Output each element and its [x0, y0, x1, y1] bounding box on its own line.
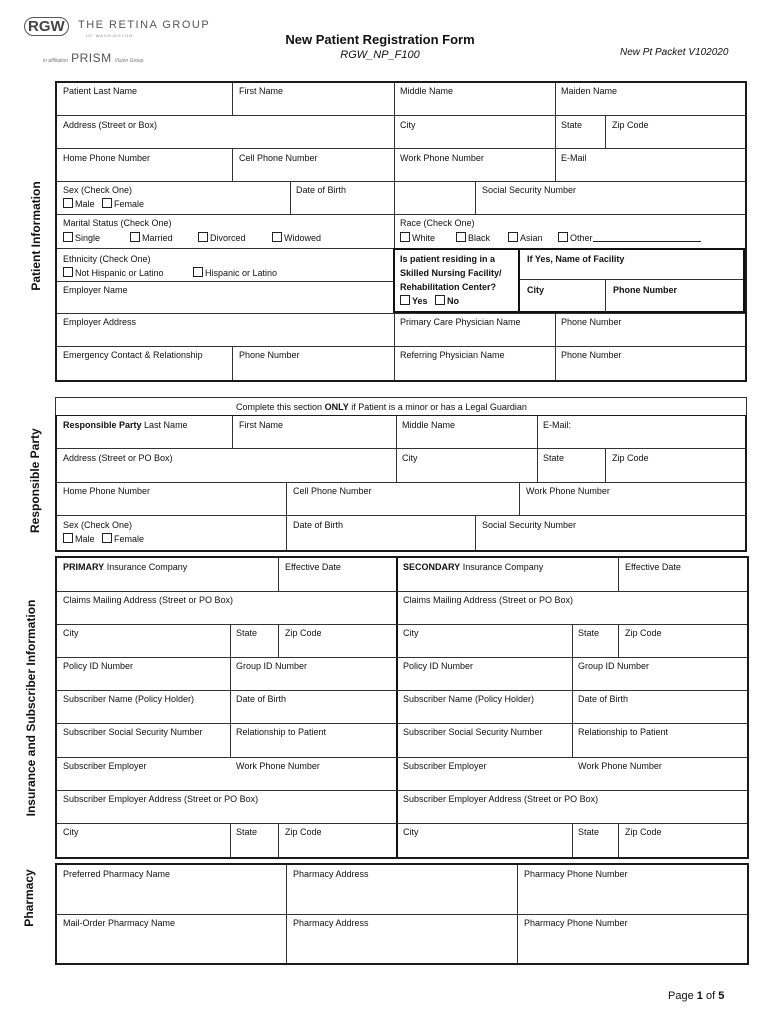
marital-widowed-checkbox[interactable]	[272, 232, 282, 242]
section-label-patient: Patient Information	[29, 181, 43, 291]
race-white: White	[400, 231, 435, 245]
section-label-pharmacy: Pharmacy	[22, 869, 36, 927]
responsible-first-name-label: First Name	[239, 420, 284, 430]
facility-phone-label: Phone Number	[613, 285, 678, 295]
primary-group-id-label: Group ID Number	[236, 661, 308, 671]
primary-employer-city-label: City	[63, 827, 79, 837]
sex-female-checkbox[interactable]	[102, 198, 112, 208]
responsible-zip-label: Zip Code	[612, 453, 649, 463]
employer-address-label: Employer Address	[63, 317, 137, 327]
marital-single: Single	[63, 231, 100, 245]
race-other-blank[interactable]	[593, 233, 701, 242]
secondary-claims-address-label: Claims Mailing Address (Street or PO Box)	[403, 595, 574, 605]
page-indicator: Page 1 of 5	[668, 990, 725, 1002]
secondary-group-id-label: Group ID Number	[578, 661, 650, 671]
form-code: RGW_NP_F100	[340, 49, 420, 61]
responsible-middle-name-label: Middle Name	[402, 420, 456, 430]
responsible-ssn-label: Social Security Number	[482, 520, 577, 530]
patient-email-label: E-Mail	[561, 153, 587, 163]
responsible-home-phone-label: Home Phone Number	[63, 486, 151, 496]
primary-zip-label: Zip Code	[285, 628, 322, 638]
retina-group-tagline: OF WASHINGTON	[86, 33, 133, 38]
responsible-dob-label: Date of Birth	[293, 520, 344, 530]
mail-order-pharmacy-address-label: Pharmacy Address	[293, 918, 369, 928]
sex-male-checkbox[interactable]	[63, 198, 73, 208]
mail-order-pharmacy-phone-label: Pharmacy Phone Number	[524, 918, 628, 928]
responsible-address-label: Address (Street or PO Box)	[63, 453, 173, 463]
primary-subscriber-ssn-label: Subscriber Social Security Number	[63, 727, 203, 737]
race-white-checkbox[interactable]	[400, 232, 410, 242]
primary-subscriber-employer-label: Subscriber Employer	[63, 761, 147, 771]
section-label-insurance: Insurance and Subscriber Information	[24, 599, 38, 817]
patient-middle-name-label: Middle Name	[400, 86, 454, 96]
secondary-subscriber-name-label: Subscriber Name (Policy Holder)	[403, 694, 535, 704]
secondary-employer-address-label: Subscriber Employer Address (Street or PO Box)	[403, 794, 599, 804]
pcp-phone-label: Phone Number	[561, 317, 622, 327]
snf-yes-checkbox[interactable]	[400, 295, 410, 305]
patient-last-name-label: Patient Last Name	[63, 86, 138, 96]
marital-divorced-checkbox[interactable]	[198, 232, 208, 242]
facility-name-label: If Yes, Name of Facility	[527, 254, 625, 264]
primary-subscriber-name-label: Subscriber Name (Policy Holder)	[63, 694, 195, 704]
responsible-sex-female-checkbox[interactable]	[102, 533, 112, 543]
mail-order-pharmacy-label: Mail-Order Pharmacy Name	[63, 918, 176, 928]
patient-work-phone-label: Work Phone Number	[400, 153, 484, 163]
preferred-pharmacy-label: Preferred Pharmacy Name	[63, 869, 171, 879]
responsible-sex-options: Male Female	[63, 532, 144, 546]
snf-question-line2: Skilled Nursing Facility/	[400, 268, 502, 278]
secondary-policy-id-label: Policy ID Number	[403, 661, 474, 671]
patient-sex-options: Male Female	[63, 197, 144, 211]
primary-employer-zip-label: Zip Code	[285, 827, 322, 837]
patient-state-label: State	[561, 120, 583, 130]
primary-relationship-label: Relationship to Patient	[236, 727, 327, 737]
facility-city-label: City	[527, 285, 545, 295]
retina-group-logo-text: THE RETINA GROUP	[78, 19, 211, 31]
marital-divorced: Divorced	[198, 231, 246, 245]
responsible-work-phone-label: Work Phone Number	[526, 486, 610, 496]
responsible-state-label: State	[543, 453, 565, 463]
secondary-subscriber-ssn-label: Subscriber Social Security Number	[403, 727, 543, 737]
patient-first-name-label: First Name	[239, 86, 284, 96]
marital-married-checkbox[interactable]	[130, 232, 140, 242]
race-asian-checkbox[interactable]	[508, 232, 518, 242]
pharmacy-phone-label: Pharmacy Phone Number	[524, 869, 628, 879]
race-black-checkbox[interactable]	[456, 232, 466, 242]
secondary-insurance-company-label: SECONDARY Insurance Company	[403, 562, 544, 572]
section-label-responsible: Responsible Party	[28, 428, 42, 533]
secondary-employer-city-label: City	[403, 827, 419, 837]
pcp-name-label: Primary Care Physician Name	[400, 317, 521, 327]
responsible-sex-male-checkbox[interactable]	[63, 533, 73, 543]
responsible-sex-label: Sex (Check One)	[63, 520, 133, 530]
race-other: Other	[558, 231, 701, 245]
patient-employer-label: Employer Name	[63, 285, 128, 295]
ethnicity-not-hispanic: Not Hispanic or Latino	[63, 266, 164, 280]
primary-state-label: State	[236, 628, 258, 638]
marital-single-checkbox[interactable]	[63, 232, 73, 242]
secondary-work-phone-label: Work Phone Number	[578, 761, 662, 771]
secondary-relationship-label: Relationship to Patient	[578, 727, 669, 737]
patient-ethnicity-label: Ethnicity (Check One)	[63, 254, 151, 264]
responsible-email-label: E-Mail:	[543, 420, 572, 430]
secondary-employer-zip-label: Zip Code	[625, 827, 662, 837]
patient-race-label: Race (Check One)	[400, 218, 475, 228]
responsible-note: Complete this section ONLY if Patient is a minor or has a Legal Guardian	[236, 402, 527, 412]
race-black: Black	[456, 231, 490, 245]
patient-zip-label: Zip Code	[612, 120, 649, 130]
pharmacy-address-label: Pharmacy Address	[293, 869, 369, 879]
responsible-last-name-label: Responsible Party Last Name	[63, 420, 188, 430]
primary-subscriber-dob-label: Date of Birth	[236, 694, 287, 704]
marital-widowed: Widowed	[272, 231, 321, 245]
secondary-employer-state-label: State	[578, 827, 600, 837]
patient-city-label: City	[400, 120, 416, 130]
referring-phone-label: Phone Number	[561, 350, 622, 360]
primary-effective-date-label: Effective Date	[285, 562, 341, 572]
secondary-subscriber-employer-label: Subscriber Employer	[403, 761, 487, 771]
ethnicity-hispanic: Hispanic or Latino	[193, 266, 277, 280]
responsible-cell-phone-label: Cell Phone Number	[293, 486, 372, 496]
packet-version: New Pt Packet V102020	[620, 47, 729, 58]
marital-married: Married	[130, 231, 173, 245]
snf-answer-options: Yes No	[400, 294, 459, 308]
primary-claims-address-label: Claims Mailing Address (Street or PO Box)	[63, 595, 234, 605]
responsible-party-grid	[55, 415, 747, 552]
snf-question-line1: Is patient residing in a	[400, 254, 496, 264]
primary-employer-state-label: State	[236, 827, 258, 837]
primary-insurance-company-label: PRIMARY Insurance Company	[63, 562, 188, 572]
race-asian: Asian	[508, 231, 543, 245]
patient-dob-label: Date of Birth	[296, 185, 347, 195]
patient-sex-label: Sex (Check One)	[63, 185, 133, 195]
patient-cell-phone-label: Cell Phone Number	[239, 153, 318, 163]
emergency-contact-label: Emergency Contact & Relationship	[63, 350, 203, 360]
secondary-city-label: City	[403, 628, 419, 638]
patient-marital-label: Marital Status (Check One)	[63, 218, 172, 228]
patient-ssn-label: Social Security Number	[482, 185, 577, 195]
responsible-city-label: City	[402, 453, 418, 463]
secondary-effective-date-label: Effective Date	[625, 562, 681, 572]
secondary-zip-label: Zip Code	[625, 628, 662, 638]
snf-question-line3: Rehabilitation Center?	[400, 282, 497, 292]
ethnicity-hispanic-checkbox[interactable]	[193, 267, 203, 277]
ethnicity-not-hispanic-checkbox[interactable]	[63, 267, 73, 277]
patient-address-label: Address (Street or Box)	[63, 120, 158, 130]
secondary-state-label: State	[578, 628, 600, 638]
prism-logo: in affiliation PRISM Vision Group	[43, 51, 144, 65]
patient-home-phone-label: Home Phone Number	[63, 153, 151, 163]
page-title: New Patient Registration Form	[285, 32, 475, 47]
race-other-checkbox[interactable]	[558, 232, 568, 242]
referring-physician-label: Referring Physician Name	[400, 350, 505, 360]
emergency-phone-label: Phone Number	[239, 350, 300, 360]
primary-policy-id-label: Policy ID Number	[63, 661, 134, 671]
secondary-subscriber-dob-label: Date of Birth	[578, 694, 629, 704]
patient-maiden-name-label: Maiden Name	[561, 86, 618, 96]
primary-employer-address-label: Subscriber Employer Address (Street or PO Box)	[63, 794, 259, 804]
primary-city-label: City	[63, 628, 79, 638]
rgw-logo: RGW	[24, 17, 69, 36]
primary-work-phone-label: Work Phone Number	[236, 761, 320, 771]
snf-no-checkbox[interactable]	[435, 295, 445, 305]
